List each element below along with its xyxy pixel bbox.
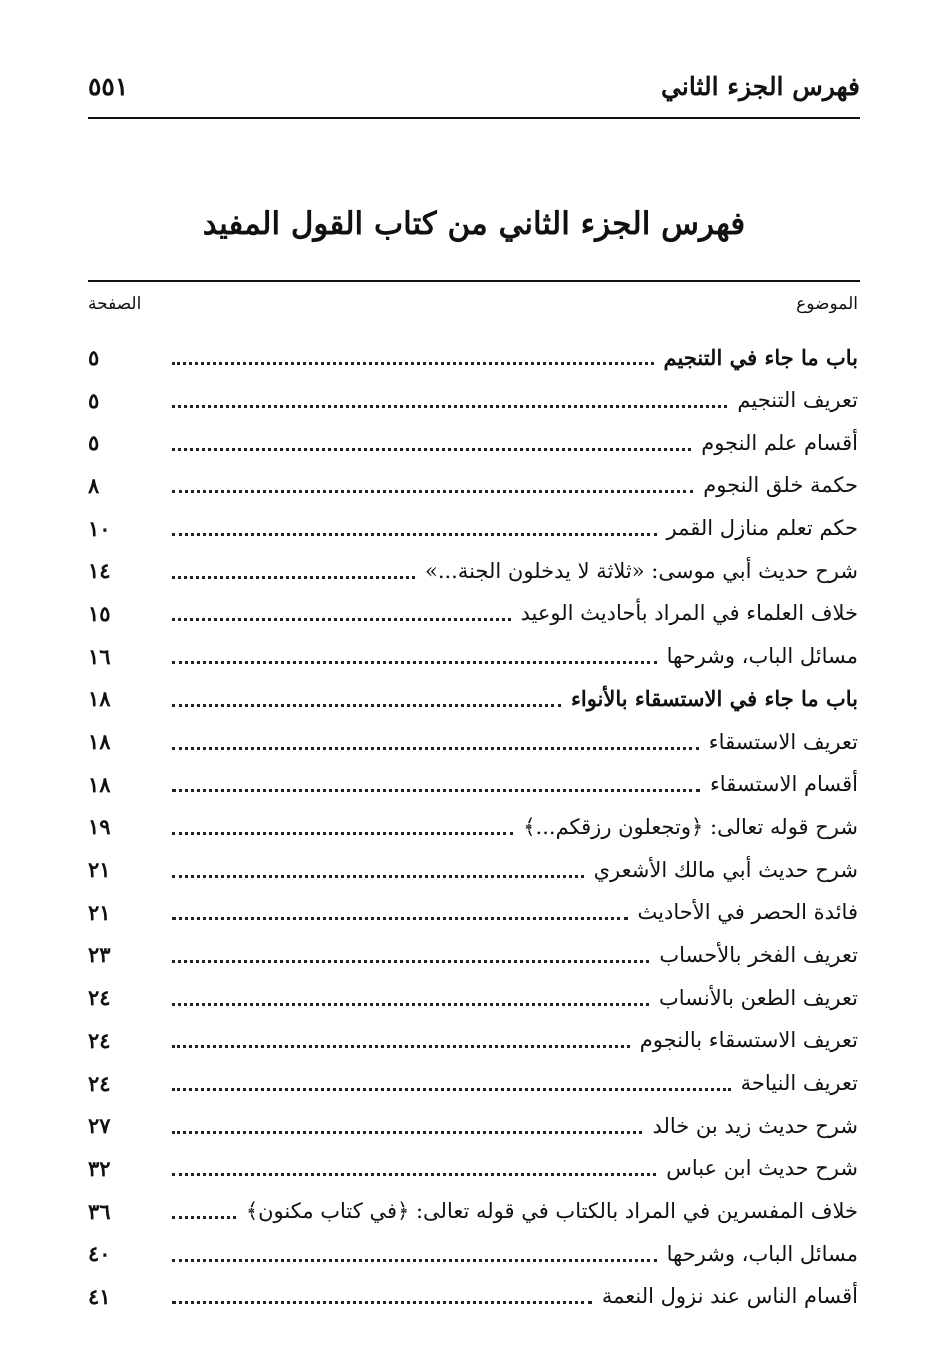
entry-topic: حكم تعلم منازل القمر <box>666 516 858 541</box>
entry-topic: تعريف الاستسقاء <box>708 729 858 754</box>
entry-topic: خلاف العلماء في المراد بأحاديث الوعيد <box>520 601 858 626</box>
dot-leader <box>172 703 561 707</box>
dot-leader <box>172 831 513 835</box>
dot-leader <box>172 1044 630 1048</box>
entry-topic: مسائل الباب، وشرحها <box>666 644 858 669</box>
entry-page-number: ١٤ <box>88 558 111 584</box>
index-entry <box>88 1232 858 1275</box>
entry-page-number: ١٠ <box>88 515 111 541</box>
dot-leader <box>172 660 657 664</box>
index-entry <box>88 421 858 464</box>
dot-leader <box>172 1130 642 1134</box>
dot-leader <box>172 532 657 536</box>
entry-topic: حكمة خلق النجوم <box>703 473 858 498</box>
dot-leader <box>172 1215 236 1219</box>
entry-topic: باب ما جاء في الاستسقاء بالأنواء <box>570 686 858 712</box>
entry-page-number: ١٨ <box>88 686 111 712</box>
running-header <box>88 58 860 114</box>
index-entry <box>88 934 858 977</box>
page-title: فهرس الجزء الثاني من كتاب القول المفيد <box>202 206 746 242</box>
running-title: فهرس الجزء الثاني <box>661 71 860 101</box>
entry-page-number: ٣٦ <box>88 1198 111 1224</box>
index-entry <box>88 549 858 592</box>
entry-topic: تعريف الاستسقاء بالنجوم <box>639 1028 858 1053</box>
entry-page-number: ٥ <box>88 344 100 370</box>
header-divider <box>88 117 860 119</box>
dot-leader <box>172 916 628 920</box>
chapter-entry <box>88 336 858 379</box>
entry-page-number: ١٨ <box>88 771 111 797</box>
dot-leader <box>172 617 511 621</box>
dot-leader <box>172 959 649 963</box>
index-entry <box>88 806 858 849</box>
entry-page-number: ١٦ <box>88 643 111 669</box>
index-entry <box>88 763 858 806</box>
dot-leader <box>172 1258 657 1262</box>
entry-topic: خلاف المفسرين في المراد بالكتاب في قوله تعالى: ﴿في كتاب مكنون﴾ <box>245 1199 858 1224</box>
dot-leader <box>172 361 654 365</box>
index-entry <box>88 1019 858 1062</box>
entry-topic: شرح قوله تعالى: ﴿وتجعلون رزقكم...﴾ <box>523 814 858 839</box>
page-number: ٥٥١ <box>88 71 129 101</box>
dot-leader <box>172 404 727 408</box>
entry-topic: شرح حديث زيد بن خالد <box>652 1113 858 1138</box>
entry-topic: باب ما جاء في التنجيم <box>663 344 858 370</box>
dot-leader <box>172 575 415 579</box>
entry-topic: شرح حديث أبي مالك الأشعري <box>593 857 858 882</box>
index-entry <box>88 1190 858 1233</box>
index-entry <box>88 976 858 1019</box>
entry-topic: فائدة الحصر في الأحاديث <box>637 900 858 925</box>
index-entry <box>88 848 858 891</box>
dot-leader <box>172 447 691 451</box>
dot-leader <box>172 788 700 792</box>
entry-page-number: ٢٤ <box>88 985 111 1011</box>
entry-page-number: ٢٤ <box>88 1027 111 1053</box>
dot-leader <box>172 1300 592 1304</box>
entry-topic: مسائل الباب، وشرحها <box>666 1241 858 1266</box>
page-column-header: الصفحة <box>88 294 142 314</box>
entry-topic: أقسام الاستسقاء <box>709 772 858 797</box>
dot-leader <box>172 489 693 493</box>
column-headers <box>88 284 858 324</box>
dot-leader <box>172 1002 649 1006</box>
index-entry <box>88 1147 858 1190</box>
entry-topic: شرح حديث أبي موسى: «ثلاثة لا يدخلون الجنة...» <box>424 558 858 583</box>
title-divider <box>88 280 860 282</box>
dot-leader <box>172 874 584 878</box>
index-entries <box>88 336 858 1318</box>
index-entry <box>88 1062 858 1105</box>
entry-page-number: ٢٧ <box>88 1113 111 1139</box>
entry-page-number: ٢٣ <box>88 942 111 968</box>
index-entry <box>88 592 858 635</box>
index-entry <box>88 720 858 763</box>
topic-column-header: الموضوع <box>796 294 858 314</box>
entry-page-number: ٢٤ <box>88 1070 111 1096</box>
entry-topic: تعريف الطعن بالأنساب <box>658 985 858 1010</box>
entry-topic: أقسام علم النجوم <box>701 430 858 455</box>
entry-page-number: ١٥ <box>88 600 111 626</box>
dot-leader <box>172 746 699 750</box>
index-entry <box>88 379 858 422</box>
index-entry <box>88 891 858 934</box>
entry-topic: أقسام الناس عند نزول النعمة <box>601 1284 858 1309</box>
entry-page-number: ٢١ <box>88 899 111 925</box>
index-entry <box>88 1275 858 1318</box>
entry-page-number: ٥ <box>88 430 100 456</box>
entry-page-number: ٨ <box>88 472 100 498</box>
entry-topic: تعريف الفخر بالأحساب <box>659 942 858 967</box>
entry-page-number: ٣٢ <box>88 1155 111 1181</box>
dot-leader <box>172 1087 731 1091</box>
index-entry <box>88 507 858 550</box>
dot-leader <box>172 1172 656 1176</box>
index-entry <box>88 464 858 507</box>
entry-page-number: ١٩ <box>88 814 111 840</box>
chapter-entry <box>88 678 858 721</box>
entry-topic: شرح حديث ابن عباس <box>666 1156 858 1181</box>
index-entry <box>88 635 858 678</box>
index-entry <box>88 1104 858 1147</box>
entry-page-number: ٤٠ <box>88 1241 111 1267</box>
entry-page-number: ٤١ <box>88 1283 111 1309</box>
entry-page-number: ٥ <box>88 387 100 413</box>
entry-topic: تعريف النياحة <box>740 1071 858 1096</box>
entry-topic: تعريف التنجيم <box>737 388 858 413</box>
entry-page-number: ٢١ <box>88 857 111 883</box>
entry-page-number: ١٨ <box>88 729 111 755</box>
